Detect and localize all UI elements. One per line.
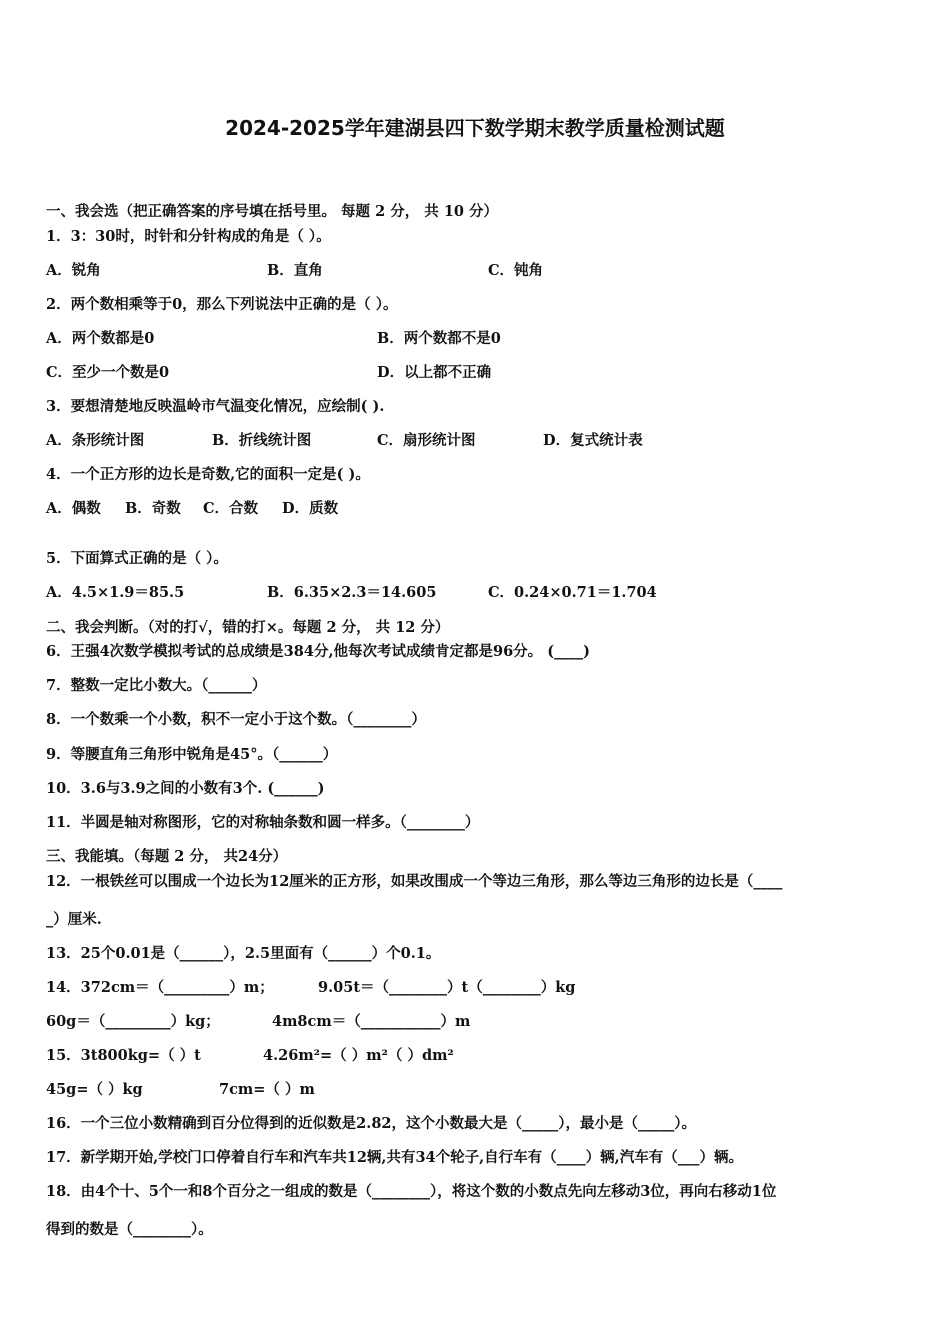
q5-option-a: A．4.5×1.9＝85.5 bbox=[46, 584, 185, 601]
q12-line2: _）厘米. bbox=[46, 911, 102, 928]
q15-part1: 15．3t800kg=（ ）t bbox=[46, 1047, 201, 1064]
q8: 8．一个数乘一个小数，积不一定小于这个数。（________） bbox=[46, 711, 426, 728]
q4-option-c: C．合数 bbox=[203, 500, 259, 517]
q15-part2: 4.26m²=（ ）m²（ ）dm² bbox=[263, 1047, 454, 1064]
q3-option-a: A．条形统计图 bbox=[46, 432, 145, 449]
q4-stem: 4．一个正方形的边长是奇数,它的面积一定是( )。 bbox=[46, 466, 370, 483]
q15-part3: 45g=（ ）kg bbox=[46, 1081, 143, 1098]
q2-option-a: A．两个数都是0 bbox=[46, 330, 155, 347]
q15-part4: 7cm=（ ）m bbox=[219, 1081, 315, 1098]
q14-part1: 14．372cm＝（_________）m； bbox=[46, 979, 274, 996]
q6: 6．王强4次数学模拟考试的总成绩是384分,他每次考试成绩肯定都是96分。 (____) bbox=[46, 643, 590, 660]
q14-part2: 9.05t＝（________）t（________）kg bbox=[318, 979, 576, 996]
q14-part3: 60g＝（_________）kg； bbox=[46, 1013, 220, 1030]
q5-option-c: C．0.24×0.71＝1.704 bbox=[488, 584, 657, 601]
section2-header: 二、我会判断。（对的打√，错的打×。每题 2 分， 共 12 分） bbox=[46, 619, 450, 636]
q14-part4: 4m8cm＝（___________）m bbox=[272, 1013, 471, 1030]
q4-option-a: A．偶数 bbox=[46, 500, 101, 517]
q1-option-b: B．直角 bbox=[267, 262, 323, 279]
q1-option-a: A．锐角 bbox=[46, 262, 101, 279]
q1-option-c: C．钝角 bbox=[488, 262, 544, 279]
page-title: 2024-2025学年建湖县四下数学期末教学质量检测试题 bbox=[225, 116, 725, 140]
q11: 11．半圆是轴对称图形，它的对称轴条数和圆一样多。（________） bbox=[46, 814, 480, 831]
q18-line1: 18．由4个十、5个一和8个百分之一组成的数是（________），将这个数的小数点先向左移动3位，再向右移动1位 bbox=[46, 1183, 777, 1200]
q2-option-c: C．至少一个数是0 bbox=[46, 364, 170, 381]
q3-stem: 3．要想清楚地反映温岭市气温变化情况，应绘制( ). bbox=[46, 398, 385, 415]
section3-header: 三、我能填。（每题 2 分， 共24分） bbox=[46, 848, 288, 865]
q12-line1: 12．一根铁丝可以围成一个边长为12厘米的正方形，如果改围成一个等边三角形，那么等边三角形的边长是（____ bbox=[46, 873, 783, 890]
q5-stem: 5．下面算式正确的是（ ）。 bbox=[46, 550, 228, 567]
q10: 10．3.6与3.9之间的小数有3个. (______) bbox=[46, 780, 325, 797]
q1-stem: 1．3：30时，时针和分针构成的角是（ ）。 bbox=[46, 228, 331, 245]
q3-option-d: D．复式统计表 bbox=[543, 432, 643, 449]
q2-option-d: D．以上都不正确 bbox=[377, 364, 492, 381]
q4-option-b: B．奇数 bbox=[125, 500, 181, 517]
q2-option-b: B．两个数都不是0 bbox=[377, 330, 501, 347]
q9: 9．等腰直角三角形中锐角是45°。（______） bbox=[46, 746, 338, 763]
q2-stem: 2．两个数相乘等于0，那么下列说法中正确的是（ ）。 bbox=[46, 296, 398, 313]
q3-option-c: C．扇形统计图 bbox=[377, 432, 476, 449]
q3-option-b: B．折线统计图 bbox=[212, 432, 312, 449]
q13: 13．25个0.01是（______），2.5里面有（______）个0.1。 bbox=[46, 945, 441, 962]
q4-option-d: D．质数 bbox=[282, 500, 339, 517]
q5-option-b: B．6.35×2.3＝14.605 bbox=[267, 584, 437, 601]
q7: 7．整数一定比小数大。（______） bbox=[46, 677, 267, 694]
q17: 17．新学期开始,学校门口停着自行车和汽车共12辆,共有34个轮子,自行车有（____）辆,汽车有（___）辆。 bbox=[46, 1149, 743, 1166]
q16: 16．一个三位小数精确到百分位得到的近似数是2.82，这个小数最大是（_____），最小是（_____）。 bbox=[46, 1115, 696, 1132]
q18-line2: 得到的数是（________）。 bbox=[46, 1221, 213, 1238]
section1-header: 一、我会选（把正确答案的序号填在括号里。 每题 2 分， 共 10 分） bbox=[46, 203, 499, 220]
